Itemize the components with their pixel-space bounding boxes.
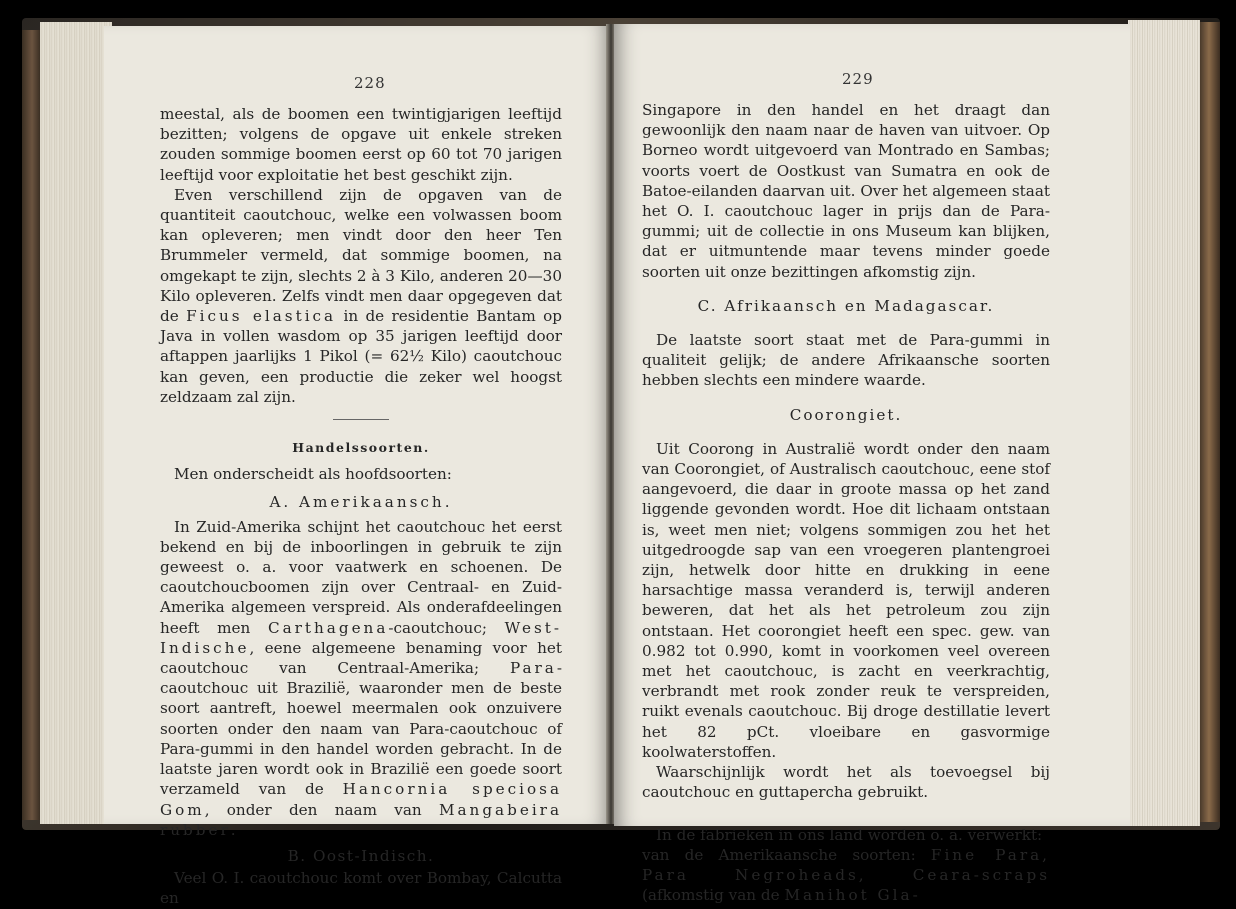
subsection-heading: B. Oost-Indisch. bbox=[287, 846, 435, 865]
paragraph: De laatste soort staat met de Para-gummi in qualiteit gelijk; de andere Afrikaansche soorten hebben slechts een mindere waarde. bbox=[642, 331, 1050, 390]
right-page-text bbox=[642, 100, 1050, 905]
cover-edge-right bbox=[1198, 22, 1220, 822]
page-number: 229 bbox=[842, 70, 874, 88]
page-edges-left bbox=[40, 22, 112, 824]
section-divider bbox=[333, 419, 389, 420]
section-heading: Handelssoorten. bbox=[292, 440, 430, 456]
left-page-text bbox=[160, 104, 562, 909]
paragraph: Singapore in den handel en het draagt dan gewoonlijk den naam naar de haven van uitvoer. Op Borneo wordt uitgevoerd van Montrado en Sambas; voorts voert de Oostkust van Sumatra en ook de Batoe-eilanden daarvan uit. Over het algemeen staat het O. I. caoutchouc lager in prijs dan de Para-gummi; uit de collectie in ons Museum kan blijken, dat er uitmuntende maar tevens minder goede soorten uit onze bezittingen afkomstig zijn. bbox=[642, 101, 1050, 281]
paragraph: In de fabrieken in ons land worden o. a. verwerkt: bbox=[656, 825, 1043, 844]
page-number: 228 bbox=[354, 74, 386, 92]
page-edges-right bbox=[1128, 20, 1200, 826]
paragraph: Waarschijnlijk wordt het als toevoegsel bij caoutchouc en guttapercha gebruikt. bbox=[642, 763, 1050, 802]
paragraph: meestal, als de boomen een twintigjarigen leeftijd bezitten; volgens de opgave uit enkele streken zouden sommige boomen eerst op 60 tot 70 jarigen leeftijd voor exploitatie het best geschikt zijn. bbox=[160, 105, 562, 184]
paragraph: Uit Coorong in Australië wordt onder den naam van Coorongiet, of Australisch caoutchouc, eene stof aangevoerd, die daar in groote massa op het zand liggende gevonden wordt. Hoe dit lichaam ontstaan is, weet men niet; volgens sommigen zou het het uitgedroogde sap van een vroegeren plantengroei zijn, hetwelk door hitte en drukking in eene harsachtige massa veranderd is, terwijl anderen beweren, dat het als het petroleum zou zijn ontstaan. Het coorongiet heeft een spec. gew. van 0.982 tot 0.990, komt in voorkomen veel overeen met het caoutchouc, is zacht en veerkrachtig, verbrandt met rook zonder reuk te verspreiden, ruikt evenals caoutchouc. Bij droge destillatie levert het 82 pCt. vloeibare en gasvormige koolwaterstoffen. bbox=[642, 439, 1050, 761]
paragraph: Even verschillend zijn de opgaven van de quantiteit caoutchouc, welke een volwassen boom kan opleveren; men vindt door den heer Ten Brummeler vermeld, dat sommige boomen, na omgekapt te zijn, slechts 2 à 3 Kilo, anderen 20—30 Kilo opleveren. Zelfs vindt men daar opgegeven dat de Ficus elastica in de residentie Bantam op Java in vollen wasdom op 35 jarigen leeftijd door aftappen jaarlijks 1 Pikol (= 62½ Kilo) caoutchouc kan geven, een productie die zeker wel hoogst zeldzaam zal zijn. bbox=[160, 185, 562, 406]
left-page bbox=[104, 26, 610, 908]
right-page bbox=[614, 24, 1130, 905]
subsection-heading: C. Afrikaansch en Madagascar. bbox=[697, 296, 995, 315]
paragraph: van de Amerikaansche soorten: Fine Para, Para Negroheads, Ceara-scraps (afkomstig van de Manihot Gla- bbox=[642, 845, 1051, 905]
paragraph: Veel O. I. caoutchouc komt over Bombay, Calcutta en bbox=[160, 869, 562, 908]
species-name: Ficus elastica bbox=[186, 307, 337, 326]
subsection-heading: Coorongiet. bbox=[789, 405, 903, 424]
subsection-heading: A. Amerikaansch. bbox=[269, 493, 453, 512]
paragraph: In Zuid-Amerika schijnt het caoutchouc het eerst bekend en bij de inboorlingen in gebruik te zijn geweest o. a. voor vaatwerk en schoenen. De caoutchoucboomen zijn over Centraal- en Zuid-Amerika algemeen verspreid. Als onderafdeelingen heeft men Carthagena-caoutchouc; West-Indische, eene algemeene benaming voor het caoutchouc van Centraal-Amerika; Para-caoutchouc uit Brazilië, waaronder men de beste soort aantreft, hoewel meermalen ook onzuivere soorten onder den naam van Para-caoutchouc of Para-gummi in den handel worden gebracht. In de laatste jaren wordt ook in Brazilië een goede soort verzameld van de Hancornia speciosa Gom, onder den naam van Mangabeira rubber. bbox=[160, 517, 563, 839]
cover-edge-left bbox=[22, 30, 42, 820]
paragraph: Men onderscheidt als hoofdsoorten: bbox=[174, 465, 452, 484]
